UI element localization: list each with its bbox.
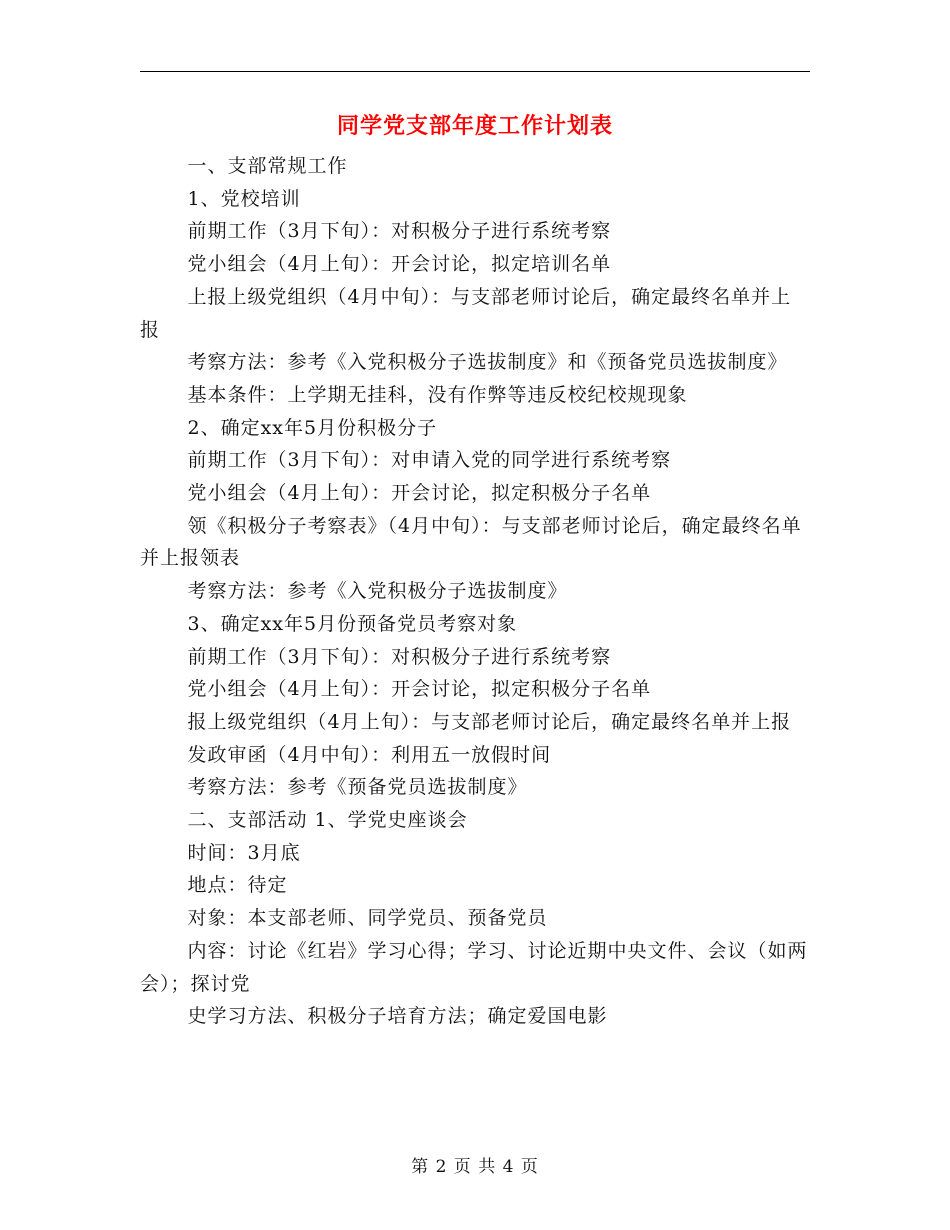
paragraph: 考察方法：参考《入党积极分子选拔制度》 xyxy=(187,580,568,603)
paragraph: 发政审函（4月中旬）：利用五一放假时间 xyxy=(187,743,552,766)
subsection-heading: 3、确定xx年5月份预备党员考察对象 xyxy=(187,612,518,635)
paragraph: 地点：待定 xyxy=(187,874,288,897)
paragraph: 党小组会（4月上旬）：开会讨论，拟定积极分子名单 xyxy=(187,482,652,505)
paragraph: 前期工作（3月下旬）：对积极分子进行系统考察 xyxy=(187,645,612,668)
header-rule xyxy=(140,71,810,72)
paragraph: 内容：讨论《红岩》学习心得；学习、讨论近期中央文件、会议（如两会）；探讨党 xyxy=(140,939,808,995)
paragraph: 考察方法：参考《入党积极分子选拔制度》和《预备党员选拔制度》 xyxy=(187,351,788,374)
section-heading: 二、支部活动 1、学党史座谈会 xyxy=(187,809,468,832)
section-heading: 一、支部常规工作 xyxy=(187,155,348,177)
document-title: 同学党支部年度工作计划表 xyxy=(336,113,613,139)
paragraph: 对象：本支部老师、同学党员、预备党员 xyxy=(187,907,548,930)
document-body xyxy=(140,150,810,1033)
paragraph: 时间：3月底 xyxy=(187,841,301,864)
paragraph: 基本条件：上学期无挂科，没有作弊等违反校纪校规现象 xyxy=(187,383,688,406)
paragraph: 党小组会（4月上旬）：开会讨论，拟定积极分子名单 xyxy=(187,678,652,701)
paragraph: 史学习方法、积极分子培育方法；确定爱国电影 xyxy=(187,1005,608,1028)
paragraph: 报上级党组织（4月上旬）：与支部老师讨论后，确定最终名单并上报 xyxy=(187,710,792,733)
subsection-heading: 2、确定xx年5月份积极分子 xyxy=(187,416,438,439)
paragraph: 上报上级党组织（4月中旬）：与支部老师讨论后，确定最终名单并上报 xyxy=(140,285,792,341)
subsection-heading: 1、党校培训 xyxy=(187,187,301,210)
paragraph: 领《积极分子考察表》（4月中旬）：与支部老师讨论后，确定最终名单并上报领表 xyxy=(140,514,802,570)
paragraph: 前期工作（3月下旬）：对积极分子进行系统考察 xyxy=(187,220,612,243)
page-number: 第 2 页 共 4 页 xyxy=(411,1157,539,1177)
paragraph: 前期工作（3月下旬）：对申请入党的同学进行系统考察 xyxy=(187,449,672,472)
paragraph: 党小组会（4月上旬）：开会讨论，拟定培训名单 xyxy=(187,253,612,276)
paragraph: 考察方法：参考《预备党员选拔制度》 xyxy=(187,776,528,799)
